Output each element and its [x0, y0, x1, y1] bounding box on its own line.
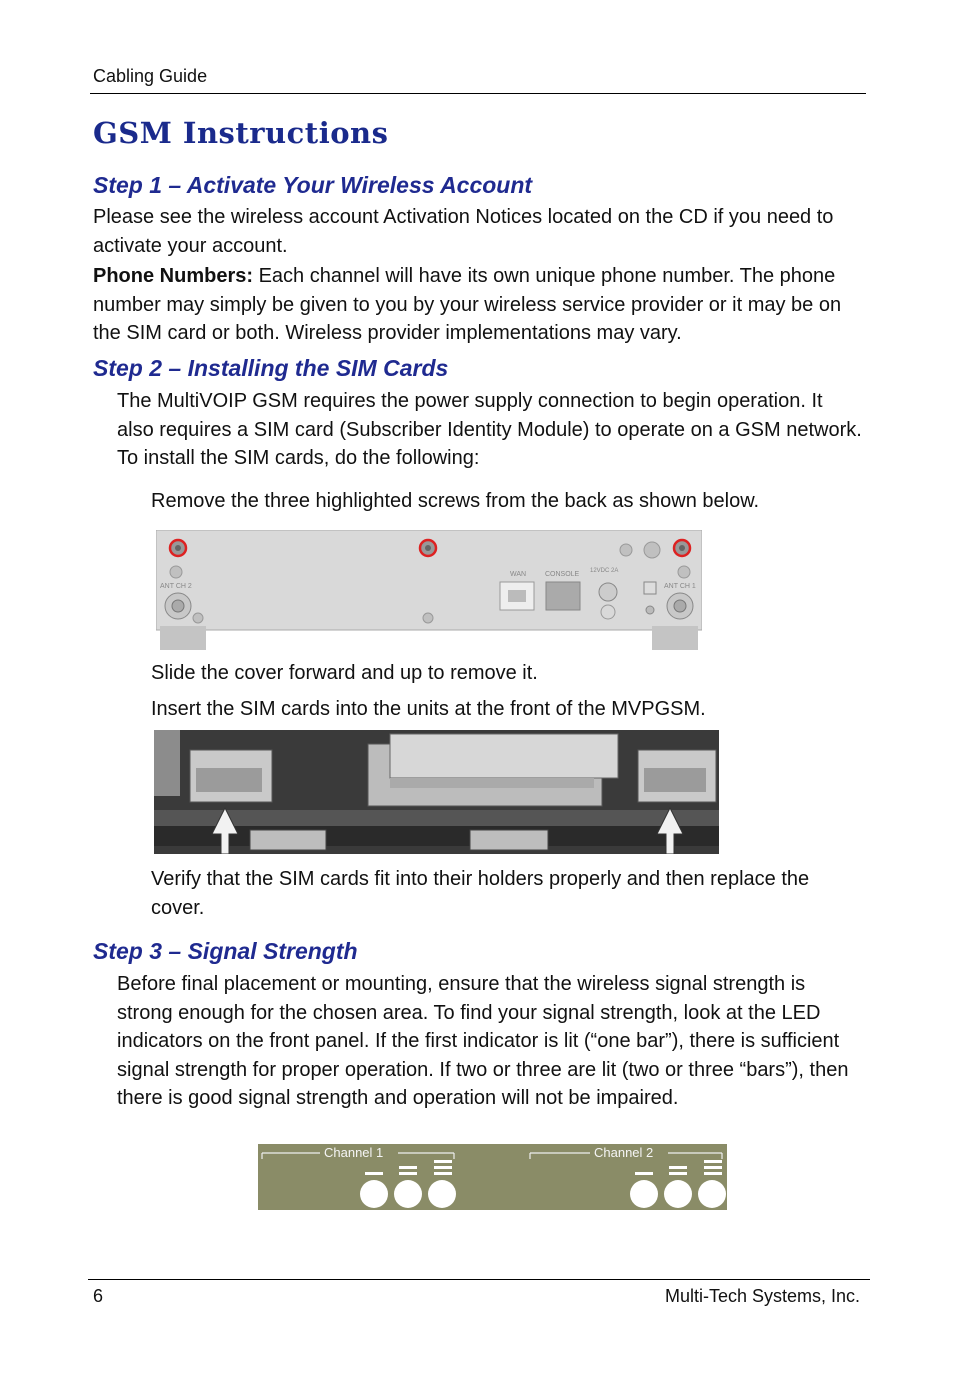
screw-highlighted-middle: [420, 540, 436, 556]
screw-highlighted-left: [170, 540, 186, 556]
screw-icon: [423, 613, 433, 623]
back-panel-figure: [156, 530, 702, 650]
screw-icon: [170, 566, 182, 578]
gsm-module-card: [390, 734, 618, 778]
led-indicator-icon: [630, 1180, 658, 1208]
antenna-ch2-connector-icon: [165, 593, 191, 619]
label-ant-ch1: ANT CH 1: [664, 583, 696, 590]
step2-heading: Step 2 – Installing the SIM Cards: [93, 355, 449, 381]
switch-icon: [644, 582, 656, 594]
ground-screw-icon: [620, 544, 632, 556]
sim-card-figure: [154, 730, 719, 854]
screw-highlighted-right: [674, 540, 690, 556]
step3-heading: Step 3 – Signal Strength: [93, 938, 358, 964]
screw-icon: [644, 542, 660, 558]
sim-card-left: [196, 768, 262, 792]
console-port: [546, 582, 580, 610]
leds-channel-2: [630, 1180, 726, 1208]
screw-icon: [678, 566, 690, 578]
antenna-ch1-connector-icon: [667, 593, 693, 619]
label-power: 12VDC 2A: [590, 568, 619, 574]
page-number: 6: [93, 1286, 104, 1306]
step2-item-slide-cover: Slide the cover forward and up to remove it.: [151, 662, 538, 684]
led-indicator-icon: [360, 1180, 388, 1208]
label-ant-ch2: ANT CH 2: [160, 583, 192, 590]
screw-icon: [193, 613, 203, 623]
step2-intro: The MultiVOIP GSM requires the power supply connection to begin operation. It also requires a SIM card (Subscriber Identity Module) to operate on a GSM network. To install the SIM cards, do the following:: [117, 390, 862, 469]
page-title: GSM Instructions: [93, 116, 389, 150]
foot-left: [160, 626, 206, 650]
indicator-icon: [646, 606, 654, 614]
phone-numbers-text: Each channel will have its own unique phone number. The phone number may simply be given to you by your wireless service provider or it may be on the SIM card or both. Wireless provider implementations may vary.: [93, 265, 842, 344]
label-wan: WAN: [510, 571, 527, 578]
led-indicator-icon: [664, 1180, 692, 1208]
led-indicator-icon: [394, 1180, 422, 1208]
footer-rule: [88, 1279, 870, 1280]
step1-paragraph: Please see the wireless account Activation Notices located on the CD if you need to activate your account.: [93, 206, 834, 257]
phone-numbers-label: Phone Numbers:: [93, 265, 254, 287]
power-jack-icon: [599, 583, 617, 601]
led-indicator-icon: [428, 1180, 456, 1208]
step3-paragraph: Before final placement or mounting, ensure that the wireless signal strength is strong enough for the chosen area. To find your signal strength, look at the LED indicators on the front panel. If the first indicator is lit (“one bar”), there is sufficient signal strength for proper operation. If two or three are lit (two or three “bars”), then there is good signal strength and operation will not be impaired.: [117, 973, 849, 1109]
step1-heading: Step 1 – Activate Your Wireless Account: [93, 172, 533, 198]
running-header: Cabling Guide: [93, 66, 208, 86]
phone-numbers-paragraph: [93, 262, 863, 348]
header-rule: [90, 93, 866, 94]
label-console: CONSOLE: [545, 571, 580, 578]
label-channel-1: Channel 1: [324, 1145, 384, 1160]
step2-item-remove-screws: Remove the three highlighted screws from the back as shown below.: [151, 490, 760, 512]
step2-item-verify: Verify that the SIM cards fit into their holders properly and then replace the cover.: [151, 868, 810, 919]
footer-company: Multi-Tech Systems, Inc.: [664, 1286, 860, 1306]
led-panel-figure: [258, 1144, 727, 1210]
step2-item-insert-sim: Insert the SIM cards into the units at the front of the MVPGSM.: [151, 698, 706, 720]
leds-channel-1: [360, 1180, 456, 1208]
sim-card-right: [644, 768, 706, 792]
label-channel-2: Channel 2: [594, 1145, 654, 1160]
foot-right: [652, 626, 698, 650]
led-indicator-icon: [698, 1180, 726, 1208]
